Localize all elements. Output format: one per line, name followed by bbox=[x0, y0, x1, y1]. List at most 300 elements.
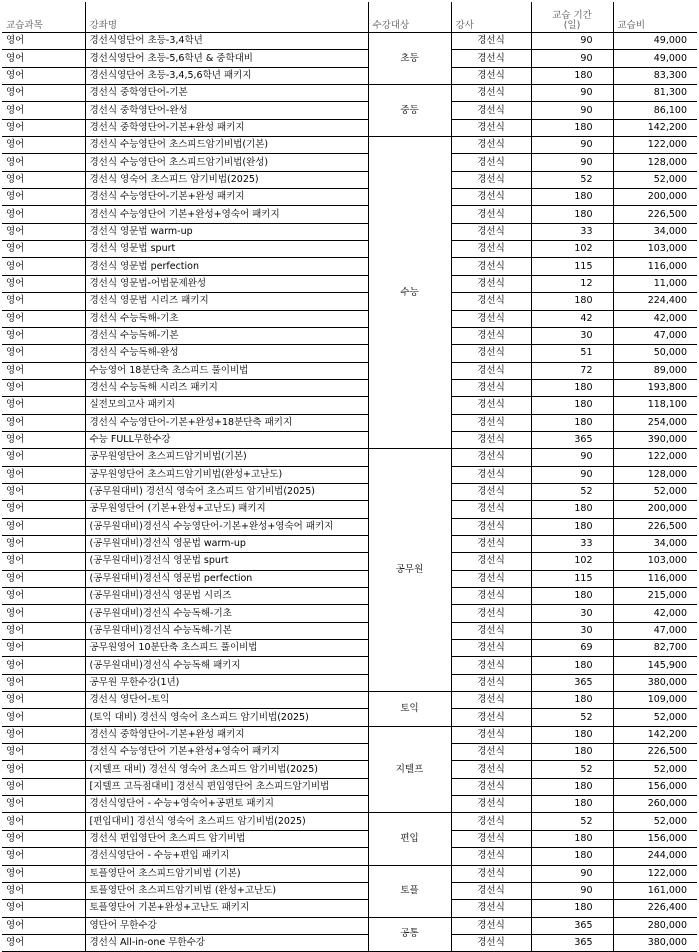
table-row bbox=[2, 483, 697, 500]
cell-fee: 380,000 bbox=[613, 674, 697, 691]
table-row bbox=[2, 726, 697, 743]
table-row bbox=[2, 327, 697, 344]
table-row bbox=[2, 674, 697, 691]
table-row bbox=[2, 813, 697, 830]
cell-fee: 226,500 bbox=[613, 518, 697, 535]
cell-days: 42 bbox=[531, 310, 613, 327]
cell-subject: 영어 bbox=[2, 414, 85, 431]
cell-subject: 영어 bbox=[2, 830, 85, 847]
cell-subject: 영어 bbox=[2, 310, 85, 327]
cell-instructor: 경선식 bbox=[451, 692, 531, 709]
cell-subject: 영어 bbox=[2, 709, 85, 726]
cell-fee: 47,000 bbox=[613, 622, 697, 639]
cell-days: 102 bbox=[531, 241, 613, 258]
cell-fee: 128,000 bbox=[613, 466, 697, 483]
cell-target: 지텔프 bbox=[368, 726, 451, 813]
cell-fee: 200,000 bbox=[613, 189, 697, 206]
cell-days: 365 bbox=[531, 674, 613, 691]
cell-instructor: 경선식 bbox=[451, 570, 531, 587]
cell-course: (공무원대비)경선식 수능독해-기본 bbox=[85, 622, 368, 639]
cell-course: 경선식 영문법 warm-up bbox=[85, 223, 368, 240]
cell-subject: 영어 bbox=[2, 293, 85, 310]
cell-instructor: 경선식 bbox=[451, 119, 531, 136]
cell-course: 경선식영단어 초등-3,4학년 bbox=[85, 33, 368, 50]
cell-fee: 47,000 bbox=[613, 327, 697, 344]
cell-subject: 영어 bbox=[2, 102, 85, 119]
cell-instructor: 경선식 bbox=[451, 726, 531, 743]
cell-days: 180 bbox=[531, 293, 613, 310]
cell-instructor: 경선식 bbox=[451, 397, 531, 414]
table-row bbox=[2, 206, 697, 223]
cell-course: 공무원영어 10분단축 초스피드 풀이비법 bbox=[85, 640, 368, 657]
cell-days: 180 bbox=[531, 796, 613, 813]
cell-days: 180 bbox=[531, 744, 613, 761]
cell-days: 365 bbox=[531, 917, 613, 934]
cell-course: 경선식 수능독해 시리즈 패키지 bbox=[85, 379, 368, 396]
cell-days: 90 bbox=[531, 50, 613, 67]
cell-instructor: 경선식 bbox=[451, 33, 531, 50]
cell-instructor: 경선식 bbox=[451, 796, 531, 813]
cell-instructor: 경선식 bbox=[451, 917, 531, 934]
cell-course: (공무원대비)경선식 영문법 시리즈 bbox=[85, 588, 368, 605]
cell-course: 토플영단어 기본+완성+고난도 패키지 bbox=[85, 900, 368, 917]
cell-fee: 116,000 bbox=[613, 570, 697, 587]
cell-subject: 영어 bbox=[2, 726, 85, 743]
cell-days: 30 bbox=[531, 327, 613, 344]
cell-course: 실전모의고사 패키지 bbox=[85, 397, 368, 414]
cell-instructor: 경선식 bbox=[451, 483, 531, 500]
cell-course: (공무원대비)경선식 수능독해-기초 bbox=[85, 605, 368, 622]
cell-days: 180 bbox=[531, 692, 613, 709]
cell-instructor: 경선식 bbox=[451, 744, 531, 761]
fee-table-sheet bbox=[2, 2, 697, 952]
cell-course: 공무원영단어 초스피드암기비법(기본) bbox=[85, 449, 368, 466]
cell-subject: 영어 bbox=[2, 397, 85, 414]
table-row bbox=[2, 275, 697, 292]
cell-subject: 영어 bbox=[2, 206, 85, 223]
cell-subject: 영어 bbox=[2, 119, 85, 136]
header-instructor: 강사 bbox=[451, 2, 531, 33]
cell-instructor: 경선식 bbox=[451, 379, 531, 396]
cell-subject: 영어 bbox=[2, 67, 85, 84]
cell-fee: 118,100 bbox=[613, 397, 697, 414]
cell-fee: 122,000 bbox=[613, 865, 697, 882]
cell-subject: 영어 bbox=[2, 154, 85, 171]
cell-fee: 226,400 bbox=[613, 900, 697, 917]
cell-course: 경선식 수능영단어-기본+완성 패키지 bbox=[85, 189, 368, 206]
cell-course: 경선식 영문법 perfection bbox=[85, 258, 368, 275]
table-row bbox=[2, 33, 697, 50]
cell-subject: 영어 bbox=[2, 934, 85, 951]
table-row bbox=[2, 189, 697, 206]
cell-course: 토플영단어 초스피드암기비법 (완성+고난도) bbox=[85, 882, 368, 899]
cell-instructor: 경선식 bbox=[451, 865, 531, 882]
table-row bbox=[2, 310, 697, 327]
cell-subject: 영어 bbox=[2, 900, 85, 917]
cell-course: 경선식 All-in-one 무한수강 bbox=[85, 934, 368, 951]
cell-course: 경선식 수능독해-기초 bbox=[85, 310, 368, 327]
cell-days: 52 bbox=[531, 709, 613, 726]
cell-instructor: 경선식 bbox=[451, 50, 531, 67]
table-row bbox=[2, 588, 697, 605]
cell-days: 33 bbox=[531, 535, 613, 552]
cell-subject: 영어 bbox=[2, 483, 85, 500]
cell-instructor: 경선식 bbox=[451, 848, 531, 865]
cell-fee: 83,300 bbox=[613, 67, 697, 84]
cell-fee: 161,000 bbox=[613, 882, 697, 899]
cell-target: 공통 bbox=[368, 917, 451, 952]
cell-course: 경선식 중학영단어-완성 bbox=[85, 102, 368, 119]
cell-instructor: 경선식 bbox=[451, 588, 531, 605]
cell-fee: 254,000 bbox=[613, 414, 697, 431]
table-row bbox=[2, 917, 697, 934]
cell-course: 경선식영단어 초등-5,6학년 & 중학대비 bbox=[85, 50, 368, 67]
cell-target: 초등 bbox=[368, 33, 451, 85]
cell-days: 180 bbox=[531, 414, 613, 431]
cell-days: 180 bbox=[531, 588, 613, 605]
cell-fee: 193,800 bbox=[613, 379, 697, 396]
cell-instructor: 경선식 bbox=[451, 709, 531, 726]
cell-fee: 226,500 bbox=[613, 206, 697, 223]
cell-subject: 영어 bbox=[2, 605, 85, 622]
table-row bbox=[2, 778, 697, 795]
cell-days: 180 bbox=[531, 501, 613, 518]
header-period-line2: (일) bbox=[563, 20, 581, 31]
cell-fee: 52,000 bbox=[613, 709, 697, 726]
cell-days: 90 bbox=[531, 466, 613, 483]
table-row bbox=[2, 137, 697, 154]
cell-subject: 영어 bbox=[2, 223, 85, 240]
cell-fee: 390,000 bbox=[613, 431, 697, 448]
table-row bbox=[2, 154, 697, 171]
cell-course: 경선식 편입영단어 초스피드 암기비법 bbox=[85, 830, 368, 847]
table-row bbox=[2, 622, 697, 639]
cell-target: 편입 bbox=[368, 813, 451, 865]
cell-days: 52 bbox=[531, 761, 613, 778]
cell-fee: 52,000 bbox=[613, 761, 697, 778]
cell-course: (공무원대비)경선식 영문법 spurt bbox=[85, 553, 368, 570]
cell-fee: 82,700 bbox=[613, 640, 697, 657]
header-target: 수강대상 bbox=[368, 2, 451, 33]
cell-subject: 영어 bbox=[2, 848, 85, 865]
table-row bbox=[2, 761, 697, 778]
header-row bbox=[2, 2, 697, 33]
cell-target: 토익 bbox=[368, 692, 451, 727]
cell-course: 경선식 수능영단어 기본+완성+영숙어 패키지 bbox=[85, 206, 368, 223]
cell-fee: 142,200 bbox=[613, 726, 697, 743]
cell-fee: 380,000 bbox=[613, 934, 697, 951]
table-row bbox=[2, 709, 697, 726]
cell-subject: 영어 bbox=[2, 501, 85, 518]
cell-fee: 142,200 bbox=[613, 119, 697, 136]
table-row bbox=[2, 744, 697, 761]
table-row bbox=[2, 865, 697, 882]
cell-fee: 215,000 bbox=[613, 588, 697, 605]
cell-instructor: 경선식 bbox=[451, 466, 531, 483]
cell-course: 경선식영단어 - 수능+영숙어+공편토 패키지 bbox=[85, 796, 368, 813]
cell-subject: 영어 bbox=[2, 761, 85, 778]
cell-subject: 영어 bbox=[2, 622, 85, 639]
cell-days: 90 bbox=[531, 85, 613, 102]
cell-subject: 영어 bbox=[2, 778, 85, 795]
cell-days: 180 bbox=[531, 67, 613, 84]
header-subject: 교습과목 bbox=[2, 2, 85, 33]
cell-instructor: 경선식 bbox=[451, 535, 531, 552]
cell-subject: 영어 bbox=[2, 431, 85, 448]
cell-subject: 영어 bbox=[2, 657, 85, 674]
cell-instructor: 경선식 bbox=[451, 518, 531, 535]
cell-instructor: 경선식 bbox=[451, 241, 531, 258]
cell-target: 수능 bbox=[368, 137, 451, 449]
cell-fee: 42,000 bbox=[613, 310, 697, 327]
cell-instructor: 경선식 bbox=[451, 900, 531, 917]
cell-instructor: 경선식 bbox=[451, 431, 531, 448]
cell-fee: 156,000 bbox=[613, 830, 697, 847]
cell-fee: 34,000 bbox=[613, 535, 697, 552]
cell-instructor: 경선식 bbox=[451, 258, 531, 275]
cell-subject: 영어 bbox=[2, 553, 85, 570]
table-row bbox=[2, 241, 697, 258]
cell-fee: 52,000 bbox=[613, 171, 697, 188]
cell-fee: 103,000 bbox=[613, 241, 697, 258]
cell-fee: 11,000 bbox=[613, 275, 697, 292]
table-row bbox=[2, 85, 697, 102]
cell-subject: 영어 bbox=[2, 50, 85, 67]
cell-fee: 42,000 bbox=[613, 605, 697, 622]
cell-course: 경선식 영숙어 초스피드 암기비법(2025) bbox=[85, 171, 368, 188]
cell-days: 90 bbox=[531, 102, 613, 119]
cell-instructor: 경선식 bbox=[451, 761, 531, 778]
cell-days: 33 bbox=[531, 223, 613, 240]
table-row bbox=[2, 223, 697, 240]
cell-course: 경선식 영문법 시리즈 패키지 bbox=[85, 293, 368, 310]
header-fee: 교습비 bbox=[613, 2, 697, 33]
cell-instructor: 경선식 bbox=[451, 137, 531, 154]
cell-days: 180 bbox=[531, 397, 613, 414]
cell-subject: 영어 bbox=[2, 379, 85, 396]
cell-days: 365 bbox=[531, 431, 613, 448]
cell-fee: 49,000 bbox=[613, 50, 697, 67]
cell-fee: 260,000 bbox=[613, 796, 697, 813]
cell-course: 경선식 중학영단어-기본 bbox=[85, 85, 368, 102]
cell-instructor: 경선식 bbox=[451, 171, 531, 188]
cell-subject: 영어 bbox=[2, 258, 85, 275]
table-row bbox=[2, 414, 697, 431]
cell-days: 115 bbox=[531, 570, 613, 587]
cell-fee: 200,000 bbox=[613, 501, 697, 518]
cell-course: 경선식 영단어-토익 bbox=[85, 692, 368, 709]
cell-instructor: 경선식 bbox=[451, 934, 531, 951]
cell-course: 수능 FULL무한수강 bbox=[85, 431, 368, 448]
table-row bbox=[2, 882, 697, 899]
cell-days: 180 bbox=[531, 119, 613, 136]
cell-fee: 103,000 bbox=[613, 553, 697, 570]
table-row bbox=[2, 657, 697, 674]
header-course: 강좌명 bbox=[85, 2, 368, 33]
cell-course: 토플영단어 초스피드암기비법 (기본) bbox=[85, 865, 368, 882]
cell-course: (공무원대비) 경선식 영숙어 초스피드 암기비법(2025) bbox=[85, 483, 368, 500]
header-period bbox=[531, 2, 613, 33]
cell-days: 52 bbox=[531, 483, 613, 500]
cell-instructor: 경선식 bbox=[451, 622, 531, 639]
cell-days: 90 bbox=[531, 865, 613, 882]
cell-subject: 영어 bbox=[2, 275, 85, 292]
cell-subject: 영어 bbox=[2, 449, 85, 466]
table-row bbox=[2, 692, 697, 709]
cell-fee: 280,000 bbox=[613, 917, 697, 934]
cell-fee: 49,000 bbox=[613, 33, 697, 50]
cell-subject: 영어 bbox=[2, 345, 85, 362]
cell-days: 180 bbox=[531, 778, 613, 795]
cell-course: [편입대비] 경선식 영숙어 초스피드 암기비법(2025) bbox=[85, 813, 368, 830]
table-body bbox=[2, 33, 697, 952]
cell-fee: 156,000 bbox=[613, 778, 697, 795]
table-row bbox=[2, 50, 697, 67]
cell-fee: 86,100 bbox=[613, 102, 697, 119]
cell-instructor: 경선식 bbox=[451, 813, 531, 830]
cell-instructor: 경선식 bbox=[451, 553, 531, 570]
table-row bbox=[2, 518, 697, 535]
cell-fee: 109,000 bbox=[613, 692, 697, 709]
fee-table bbox=[2, 2, 697, 952]
cell-fee: 226,500 bbox=[613, 744, 697, 761]
table-row bbox=[2, 796, 697, 813]
cell-instructor: 경선식 bbox=[451, 414, 531, 431]
cell-days: 90 bbox=[531, 33, 613, 50]
cell-instructor: 경선식 bbox=[451, 362, 531, 379]
cell-subject: 영어 bbox=[2, 241, 85, 258]
cell-instructor: 경선식 bbox=[451, 67, 531, 84]
cell-days: 52 bbox=[531, 813, 613, 830]
cell-subject: 영어 bbox=[2, 640, 85, 657]
cell-instructor: 경선식 bbox=[451, 778, 531, 795]
table-row bbox=[2, 848, 697, 865]
cell-instructor: 경선식 bbox=[451, 102, 531, 119]
cell-subject: 영어 bbox=[2, 327, 85, 344]
header-period-line1: 교습 기간 bbox=[552, 10, 592, 21]
cell-instructor: 경선식 bbox=[451, 327, 531, 344]
cell-days: 180 bbox=[531, 657, 613, 674]
cell-course: (공무원대비)경선식 영문법 warm-up bbox=[85, 535, 368, 552]
cell-days: 180 bbox=[531, 206, 613, 223]
table-row bbox=[2, 171, 697, 188]
cell-instructor: 경선식 bbox=[451, 206, 531, 223]
cell-subject: 영어 bbox=[2, 466, 85, 483]
cell-instructor: 경선식 bbox=[451, 657, 531, 674]
table-row bbox=[2, 553, 697, 570]
cell-days: 115 bbox=[531, 258, 613, 275]
cell-subject: 영어 bbox=[2, 85, 85, 102]
cell-instructor: 경선식 bbox=[451, 501, 531, 518]
cell-course: (공무원대비)경선식 수능영단어-기본+완성+영숙어 패키지 bbox=[85, 518, 368, 535]
cell-days: 102 bbox=[531, 553, 613, 570]
cell-subject: 영어 bbox=[2, 882, 85, 899]
table-row bbox=[2, 900, 697, 917]
cell-subject: 영어 bbox=[2, 692, 85, 709]
cell-days: 30 bbox=[531, 622, 613, 639]
cell-days: 51 bbox=[531, 345, 613, 362]
cell-days: 72 bbox=[531, 362, 613, 379]
cell-fee: 128,000 bbox=[613, 154, 697, 171]
table-row bbox=[2, 501, 697, 518]
table-row bbox=[2, 397, 697, 414]
cell-days: 180 bbox=[531, 900, 613, 917]
cell-course: 공무원영단어 초스피드암기비법(완성+고난도) bbox=[85, 466, 368, 483]
cell-subject: 영어 bbox=[2, 33, 85, 50]
cell-fee: 52,000 bbox=[613, 483, 697, 500]
cell-days: 90 bbox=[531, 882, 613, 899]
cell-course: 공무원 무한수강(1년) bbox=[85, 674, 368, 691]
cell-instructor: 경선식 bbox=[451, 293, 531, 310]
cell-fee: 145,900 bbox=[613, 657, 697, 674]
cell-course: 공무원영단어 (기본+완성+고난도) 패키지 bbox=[85, 501, 368, 518]
cell-course: 경선식 수능독해-기본 bbox=[85, 327, 368, 344]
cell-days: 180 bbox=[531, 189, 613, 206]
cell-instructor: 경선식 bbox=[451, 310, 531, 327]
cell-subject: 영어 bbox=[2, 535, 85, 552]
cell-instructor: 경선식 bbox=[451, 345, 531, 362]
cell-days: 69 bbox=[531, 640, 613, 657]
cell-course: 경선식영단어 초등-3,4,5,6학년 패키지 bbox=[85, 67, 368, 84]
cell-fee: 224,400 bbox=[613, 293, 697, 310]
cell-subject: 영어 bbox=[2, 917, 85, 934]
cell-days: 90 bbox=[531, 449, 613, 466]
cell-course: [지텔프 고득점대비] 경선식 편입영단어 초스피드암기비법 bbox=[85, 778, 368, 795]
cell-fee: 122,000 bbox=[613, 137, 697, 154]
cell-subject: 영어 bbox=[2, 865, 85, 882]
cell-course: 경선식 중학영단어-기본+완성 패키지 bbox=[85, 726, 368, 743]
cell-subject: 영어 bbox=[2, 362, 85, 379]
cell-target: 토플 bbox=[368, 865, 451, 917]
cell-days: 90 bbox=[531, 137, 613, 154]
cell-days: 12 bbox=[531, 275, 613, 292]
table-row bbox=[2, 570, 697, 587]
cell-course: (공무원대비)경선식 수능독해 패키지 bbox=[85, 657, 368, 674]
cell-course: 경선식 영문법-어법문제완성 bbox=[85, 275, 368, 292]
cell-subject: 영어 bbox=[2, 518, 85, 535]
cell-fee: 244,000 bbox=[613, 848, 697, 865]
cell-course: 경선식 중학영단어-기본+완성 패키지 bbox=[85, 119, 368, 136]
cell-course: 경선식 수능영단어 초스피드암기비법(기본) bbox=[85, 137, 368, 154]
cell-course: 경선식 수능영단어 초스피드암기비법(완성) bbox=[85, 154, 368, 171]
cell-subject: 영어 bbox=[2, 744, 85, 761]
table-row bbox=[2, 640, 697, 657]
cell-subject: 영어 bbox=[2, 674, 85, 691]
cell-course: (지텔프 대비) 경선식 영숙어 초스피드 암기비법(2025) bbox=[85, 761, 368, 778]
cell-instructor: 경선식 bbox=[451, 674, 531, 691]
cell-fee: 116,000 bbox=[613, 258, 697, 275]
cell-fee: 52,000 bbox=[613, 813, 697, 830]
cell-course: 경선식영단어 - 수능+편입 패키지 bbox=[85, 848, 368, 865]
table-row bbox=[2, 119, 697, 136]
cell-course: 경선식 수능영단어 기본+완성+영숙어 패키지 bbox=[85, 744, 368, 761]
table-row bbox=[2, 466, 697, 483]
cell-fee: 122,000 bbox=[613, 449, 697, 466]
cell-subject: 영어 bbox=[2, 189, 85, 206]
cell-subject: 영어 bbox=[2, 588, 85, 605]
cell-days: 180 bbox=[531, 518, 613, 535]
cell-days: 180 bbox=[531, 830, 613, 847]
cell-instructor: 경선식 bbox=[451, 275, 531, 292]
cell-subject: 영어 bbox=[2, 171, 85, 188]
table-row bbox=[2, 362, 697, 379]
cell-course: 경선식 영문법 spurt bbox=[85, 241, 368, 258]
cell-course: 영단어 무한수강 bbox=[85, 917, 368, 934]
table-row bbox=[2, 379, 697, 396]
cell-days: 365 bbox=[531, 934, 613, 951]
cell-fee: 89,000 bbox=[613, 362, 697, 379]
cell-course: (토익 대비) 경선식 영숙어 초스피드 암기비법(2025) bbox=[85, 709, 368, 726]
